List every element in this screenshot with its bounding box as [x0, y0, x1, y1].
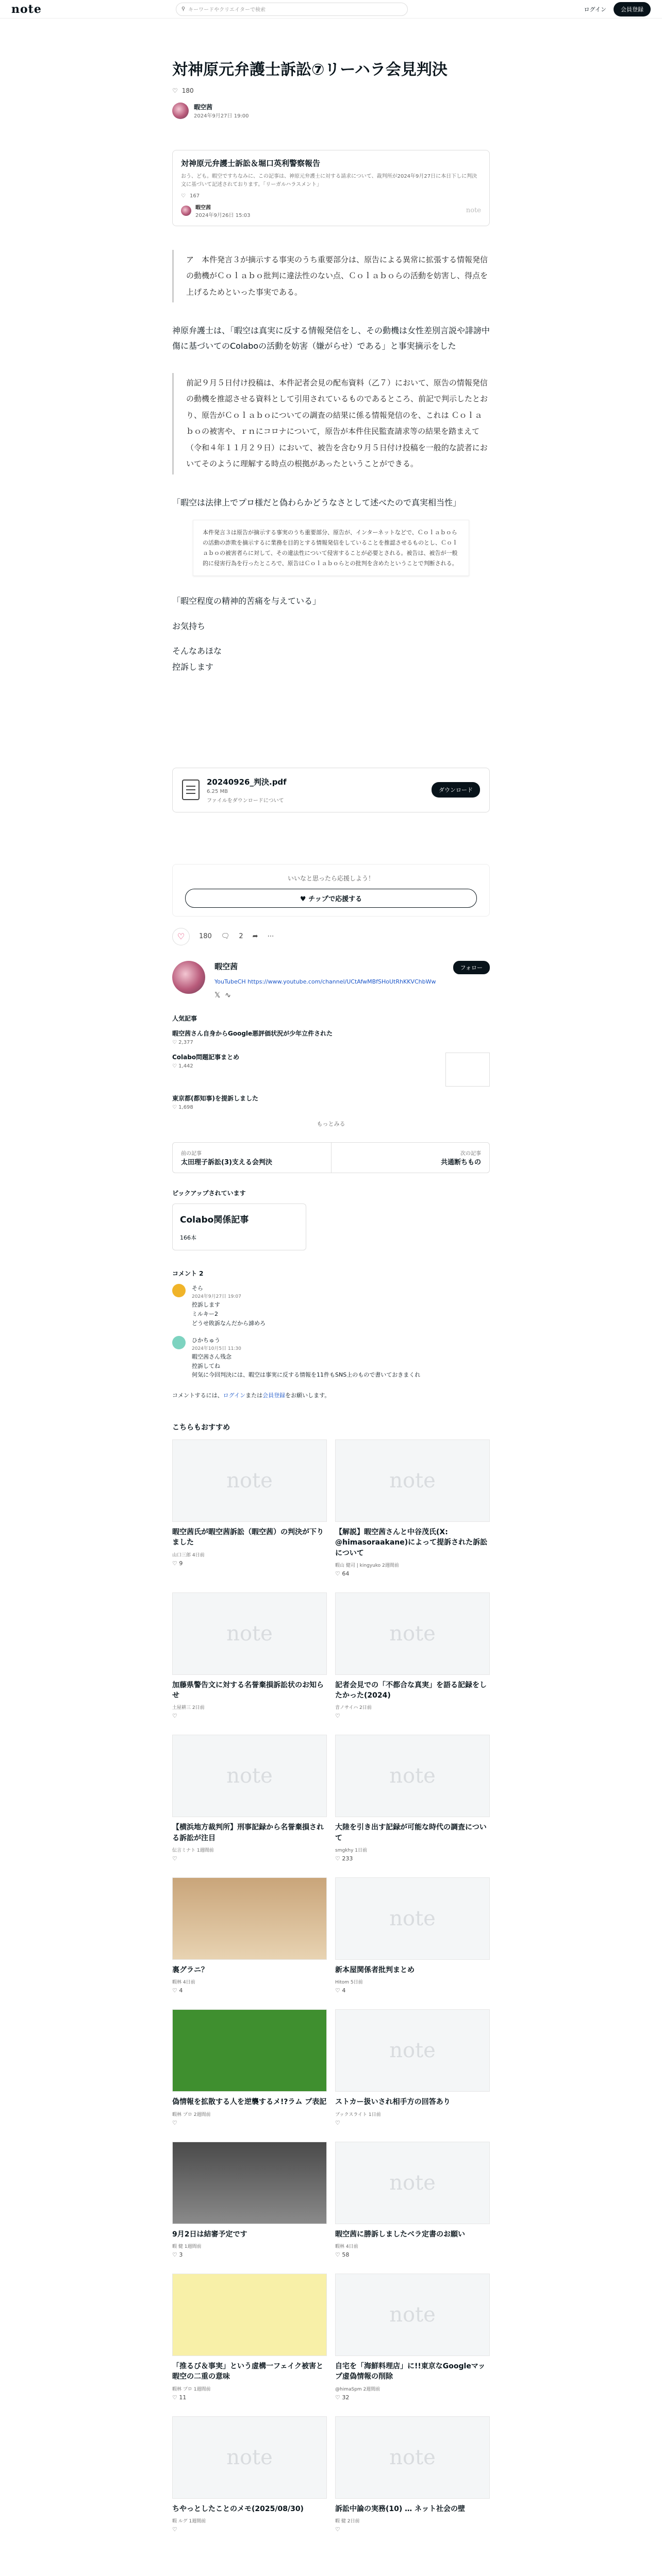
recommend-card-title: 自宅を「海鮮料理店」に!!東京なGoogleマップ虚偽情報の削除 [335, 2362, 486, 2381]
recommend-card[interactable] [172, 2142, 327, 2258]
heart-icon[interactable]: ♡ [335, 1987, 342, 1994]
text-line-1: お気持ち [172, 621, 206, 631]
recommend-card-byline: 伝言ミナト 1週間前 [172, 1848, 214, 1854]
recommend-card[interactable] [172, 2274, 327, 2401]
commenter-name[interactable]: ひかちゅう [192, 1337, 220, 1344]
recommend-card-title: 大陸を引き出す記録が可能な時代の調査について [335, 1823, 487, 1842]
recommend-card-title: 「推るび＆事実」という虚構一フェイク被害と暇空の二重の意味 [172, 2362, 324, 2381]
tip-button[interactable] [185, 889, 477, 908]
pickup-card-count: 166本 [180, 1234, 196, 1242]
pickup-card-title: Colabo関係記事 [180, 1215, 249, 1226]
recommend-card-byline: smgkhy 1日前 [335, 1848, 367, 1854]
heart-icon[interactable]: ♡ [172, 2119, 177, 2126]
recommend-card-thumbnail [172, 2274, 327, 2356]
prev-title: 太田理子訴訟(3)支える会判決 [181, 1159, 272, 1167]
recommend-card-thumbnail: note [335, 2416, 490, 2499]
recommend-card-byline: Hitom 5日前 [335, 1980, 363, 1986]
recommend-card[interactable] [172, 1592, 327, 1720]
file-download-note[interactable]: ファイルをダウンロードについて [207, 798, 284, 804]
recommend-card-byline: @himaSpm 2週間前 [335, 2386, 380, 2392]
recommend-card-thumbnail [172, 1877, 327, 1960]
comments-section [172, 1269, 490, 1380]
popular-item-likes: 1,442 [178, 1063, 193, 1070]
recommend-card-title: 新本屋関係者批判まとめ [335, 1966, 415, 1975]
embed-excerpt: おう、ども。暇空ですちなみに、この記事は、神原元弁護士に対する請求について、裁判所が2024年9月27日に本日下しに判決文に基づいて記述されております。「リーガルハラスメント」 [181, 173, 477, 188]
judgment-excerpt-image: 本件発言３は原告が摘示する事実のうち重要部分、原告が、インターネットなどで、Ｃｏｌａｂｏらの活動の詐欺を摘示するに業務を目的とする情報発信をしていることを推認させるものとし、Ｃｏｌａｂｏの被害者らに対して、その違法性について侵害することが必要とされる。被告は、被告が一般的に侵害行為を行ったところで、原告はＣｏｌａｂｏらとの批判を含めたということで判断される。 [193, 520, 469, 576]
like-count: 180 [199, 933, 212, 941]
recommend-card[interactable] [172, 1735, 327, 1862]
popular-item[interactable] [172, 1094, 490, 1110]
heart-icon[interactable]: ♡ [172, 87, 178, 94]
next-article-link[interactable] [331, 1143, 490, 1173]
recommend-card[interactable] [335, 1877, 490, 1994]
comment-text: 控訴します ミルキー2 どうせ敗訴なんだから諦めろ [192, 1301, 266, 1327]
popular-title: 人気記事 [172, 1015, 197, 1023]
highlight-1: 「暇空は法律上でプロ様だと偽わらかどうなさとして述べたので真実相当性」 [172, 497, 461, 507]
recommend-card-title: 偽情報を拡散する人を逆襲するメ!?ラム プ表記 [172, 2098, 327, 2107]
text-line-2: そんなあほな [172, 646, 222, 656]
comment-login-link[interactable]: ログイン [223, 1392, 246, 1399]
recommend-card-byline: 暇林 4日前 [335, 2244, 358, 2249]
recommend-grid [172, 1439, 490, 2533]
download-button[interactable]: ダウンロード [432, 782, 480, 798]
embedded-article-card[interactable] [172, 150, 490, 226]
heart-icon[interactable]: ♡ [172, 2394, 179, 2401]
recommend-card[interactable] [335, 2274, 490, 2401]
embed-likes: 167 [189, 193, 200, 199]
heart-icon: ♡ [177, 931, 185, 942]
publish-date: 2024年9月27日 19:00 [194, 113, 249, 119]
signup-button[interactable]: 会員登録 [614, 2, 651, 16]
recommend-card-likes: 64 [342, 1570, 350, 1577]
comment-count: 2 [239, 933, 243, 941]
top-header [0, 0, 662, 19]
recommend-card-title: ちやっとしたことのメモ(2025/08/30) [172, 2504, 304, 2513]
recommend-card-title: ストカー扱いされ相手方の回答あり [335, 2098, 451, 2107]
next-title: 共通断ちもの [440, 1159, 481, 1167]
recommend-card-byline: 暇 ルグ 1週間前 [172, 2518, 206, 2524]
recommend-card-byline: 暇林 プロ 1週間前 [172, 2386, 211, 2392]
comment-date: 2024年10月5日 11:30 [192, 1346, 241, 1351]
recommend-card-thumbnail: note [172, 2416, 327, 2499]
heart-icon[interactable]: ♡ [172, 1987, 179, 1994]
file-attachment [172, 768, 490, 812]
popular-item-likes: 1,698 [178, 1105, 193, 1111]
recommend-card-likes: 58 [342, 2251, 350, 2258]
heart-icon[interactable]: ♡ [335, 2251, 342, 2258]
heart-icon: ♡ [181, 193, 186, 199]
recommend-card-thumbnail: note [335, 2142, 490, 2224]
highlight-2: 「暇空程度の精神的苦痛を与えている」 [172, 596, 321, 606]
note-logo[interactable]: note [11, 2, 42, 16]
recommend-card-title: 暇空茜に勝訴しましたベラ定書のお願い [335, 2230, 465, 2239]
support-text: いいなと思ったら応援しよう！ [287, 874, 374, 882]
recommend-card[interactable] [335, 1592, 490, 1720]
tip-icon: ♥ [300, 895, 309, 903]
action-bar [172, 928, 490, 945]
popular-item-title: 暇空茜さん自身からGoogle悪評価状況が少年立件された [172, 1030, 333, 1038]
recommend-card[interactable] [335, 1439, 490, 1577]
recommend-card[interactable] [335, 1735, 490, 1862]
embed-date: 2024年9月26日 15:03 [195, 212, 251, 218]
recommend-card-title: 【横浜地方裁判所】刑事記録から名誉棄損される訴訟が注目 [172, 1823, 324, 1842]
blockquote-2: 前記９月５日付け投稿は、本件記者会見の配布資料（乙７）において、原告の情報発信の動機を推認させる資料として引用されているものであるところ、前記で判示したとおり、原告がＣｏｌａｂｏについての調査の結果に係る情報発信のを、これは Ｃｏｌａｂｏの被害や、ｒｎにコロナについて，原告が本件住民監査請求等の結果を踏まえて（令和４年１１月２９日）において、被告を含む９月５日付け投稿を一般的な読者においてそのように理解する時点の根拠があったということができる。 [172, 373, 490, 474]
recommend-card-byline: 山口三郎 4日前 [172, 1552, 205, 1558]
recommend-card-byline: 暇 健 1週間前 [172, 2244, 202, 2249]
login-link[interactable]: ログイン [584, 6, 606, 13]
recommend-card-byline: 暇林 4日前 [172, 1980, 195, 1986]
recommend-title: こちらもおすすめ [172, 1423, 230, 1432]
search-input[interactable] [176, 3, 408, 16]
recommend-card-thumbnail: note [335, 1439, 490, 1522]
recommend-card-title: 暇空茜氏が暇空茜訴訟（暇空茜）の判決が下りました [172, 1528, 324, 1547]
recommend-card-title: 加藤県警告文に対する名誉棄損訴訟状のお知らせ [172, 1681, 324, 1700]
blockquote: ア 本件発言３が摘示する事実のうち重要部分は、原告による異常に拡張する情報発信の動機がＣｏｌａｂｏ批判に違法性のない点、Ｃｏｌａｂｏらの活動を妨害し、得点を上げるためといった事実である。 [172, 250, 490, 303]
popular-item-title: Colabo問題記事まとめ [172, 1054, 240, 1061]
x-icon[interactable]: 𝕏 [214, 991, 221, 1000]
heart-icon[interactable]: ♡ [335, 2526, 340, 2533]
popular-item[interactable] [172, 1053, 490, 1087]
recommend-card-thumbnail: note [335, 1877, 490, 1960]
like-button[interactable] [172, 928, 190, 945]
recommend-card[interactable] [172, 1439, 327, 1577]
heart-icon[interactable]: ♡ [335, 1713, 340, 1720]
comment [172, 1284, 490, 1328]
profile-link[interactable]: YouTubeCH https://www.youtube.com/channel/UCtAfwMBfSHoUtRhKKVChbWw [214, 978, 436, 985]
comment [172, 1336, 490, 1380]
recommend-card-byline: 暇林 プロ 2週間前 [172, 2112, 211, 2117]
commenter-avatar[interactable] [172, 1284, 186, 1297]
author-profile [172, 961, 490, 1000]
author-avatar[interactable] [172, 103, 189, 119]
pickup-card[interactable] [172, 1204, 306, 1250]
heart-icon[interactable]: ♡ [172, 2526, 177, 2533]
recommend-card-thumbnail: note [335, 2274, 490, 2356]
rss-icon[interactable]: ∿ [225, 991, 231, 1000]
next-label: 次の記事 [460, 1151, 481, 1157]
recommend-card-likes: 4 [342, 1987, 346, 1994]
article-title: 対神原元弁護士訴訟⑦リーハラ会見判決 [172, 61, 448, 79]
share-icon[interactable]: ➦ [252, 933, 258, 941]
comment-date: 2024年9月27日 19:07 [192, 1294, 241, 1300]
recommend-card-thumbnail: note [335, 2009, 490, 2092]
recommend-card-thumbnail [172, 2142, 327, 2224]
recommend-card-thumbnail: note [172, 1592, 327, 1675]
recommend-card[interactable] [172, 2416, 327, 2533]
recommend-card-thumbnail: note [172, 1735, 327, 1817]
paragraph-1: 神原弁護士は、「暇空は真実に反する情報発信をし、その動機は女性差別言説や誹謗中傷に基づいてのColaboの活動を妨害（嫌がらせ）である」と事実摘示をした [172, 326, 490, 351]
comment-icon[interactable]: 🗨 [221, 933, 230, 941]
author-name[interactable]: 暇空茜 [194, 103, 213, 111]
heart-icon: ♡ [172, 1063, 179, 1070]
recommend-card-thumbnail: note [335, 1735, 490, 1817]
pickup-section [172, 1189, 490, 1250]
embed-author-avatar [181, 206, 191, 216]
popular-item-thumbnail [445, 1053, 490, 1087]
text-line-3: 控訴します [172, 662, 214, 672]
prev-next-nav [172, 1142, 490, 1173]
popular-item[interactable] [172, 1029, 490, 1045]
recommend-card[interactable] [172, 2009, 327, 2126]
popular-item-title: 東京都(都知事)を提訴しました [172, 1095, 258, 1103]
tip-button-label: チップで応援する [308, 895, 362, 903]
recommend-card-byline: 暇 健 2日前 [335, 2518, 360, 2524]
file-name: 20240926_判決.pdf [207, 777, 287, 787]
comment-text: 暇空茜さん残念 控訴してね 何気に今回判決には、暇空は事実に反する情報を11件もSNS上のもので書いておきまくれ [192, 1353, 421, 1379]
prev-article-link[interactable] [173, 1143, 331, 1173]
search-placeholder: キーワードやクリエイターで検索 [188, 7, 266, 13]
heart-icon[interactable]: ♡ [335, 2119, 340, 2126]
recommend-card[interactable] [335, 2009, 490, 2126]
commenter-name[interactable]: そら [192, 1285, 203, 1292]
search-icon: ⚲ [181, 6, 186, 12]
recommend-card-title: 裏グラニ？ [172, 1966, 208, 1975]
comments-title: コメント 2 [172, 1270, 204, 1278]
recommend-card-byline: 土屋耕三 2日前 [172, 1705, 205, 1711]
recommend-card-byline: 音ノサイハ 2日前 [335, 1705, 372, 1711]
more-icon[interactable]: ⋯ [267, 933, 274, 941]
profile-avatar[interactable] [172, 961, 205, 994]
recommend-card-likes: 11 [179, 2394, 187, 2401]
recommend-card-likes: 3 [179, 2251, 183, 2258]
heart-icon: ♡ [172, 1105, 179, 1111]
recommend-card-byline: ブックスライト 1日前 [335, 2112, 381, 2117]
file-size: 6.25 MB [207, 788, 228, 794]
recommend-card-title: 訴訟中論の実務(10) … ネット社会の壁 [335, 2504, 466, 2513]
embed-title: 対神原元弁護士訴訟＆堀口英利警察報告 [181, 158, 321, 168]
heart-icon[interactable]: ♡ [172, 2251, 179, 2258]
recommend-card-title: 【解説】暇空茜さんと中谷茂氏(X: @himasoraakane)によって提訴された訴訟について [335, 1528, 488, 1557]
heart-icon: ♡ [172, 1040, 179, 1046]
commenter-avatar[interactable] [172, 1336, 186, 1349]
recommend-card-byline: 暇山 健司 | kingyuko 2週間前 [335, 1563, 399, 1568]
recommend-card-thumbnail: note [335, 1592, 490, 1675]
recommend-card-thumbnail [172, 2009, 327, 2092]
popular-item-likes: 2,377 [178, 1040, 193, 1046]
heart-icon[interactable]: ♡ [335, 1855, 342, 1862]
recommend-card[interactable] [172, 1877, 327, 1994]
article-main [172, 60, 490, 2533]
recommend-card-likes: 233 [342, 1855, 353, 1862]
heart-icon[interactable]: ♡ [172, 1855, 177, 1862]
heart-icon[interactable]: ♡ [335, 1570, 342, 1577]
heart-icon[interactable]: ♡ [172, 1560, 179, 1567]
tip-support-box [172, 864, 490, 917]
embed-author: 暇空茜 [195, 205, 211, 211]
heart-icon[interactable]: ♡ [172, 1713, 177, 1720]
recommend-card-thumbnail: note [172, 1439, 327, 1522]
recommend-card-title: 記者会見での「不都合な真実」を語る記録をしたかった(2024) [335, 1681, 487, 1700]
follow-button[interactable]: フォロー [453, 961, 490, 974]
recommend-card-likes: 4 [179, 1987, 183, 1994]
heart-icon[interactable]: ♡ [335, 2394, 342, 2401]
recommend-card-title: 9月2日は結審予定です [172, 2230, 247, 2239]
recommend-card[interactable] [335, 2416, 490, 2533]
file-icon [182, 779, 200, 800]
profile-name[interactable]: 暇空茜 [214, 961, 238, 971]
recommend-card-likes: 32 [342, 2394, 350, 2401]
comment-login-note: コメントするには、ログインまたは会員登録をお願いします。 [172, 1392, 330, 1399]
prev-label: 前の記事 [181, 1151, 202, 1157]
recommend-card-likes: 9 [179, 1560, 183, 1567]
more-link[interactable]: もっとみる [317, 1121, 345, 1128]
recommend-card[interactable] [335, 2142, 490, 2258]
note-logo-mini: note [466, 207, 481, 214]
pickup-title: ピックアップされています [172, 1190, 246, 1197]
like-count: 180 [181, 87, 194, 94]
comment-signup-link[interactable]: 会員登録 [262, 1392, 286, 1399]
